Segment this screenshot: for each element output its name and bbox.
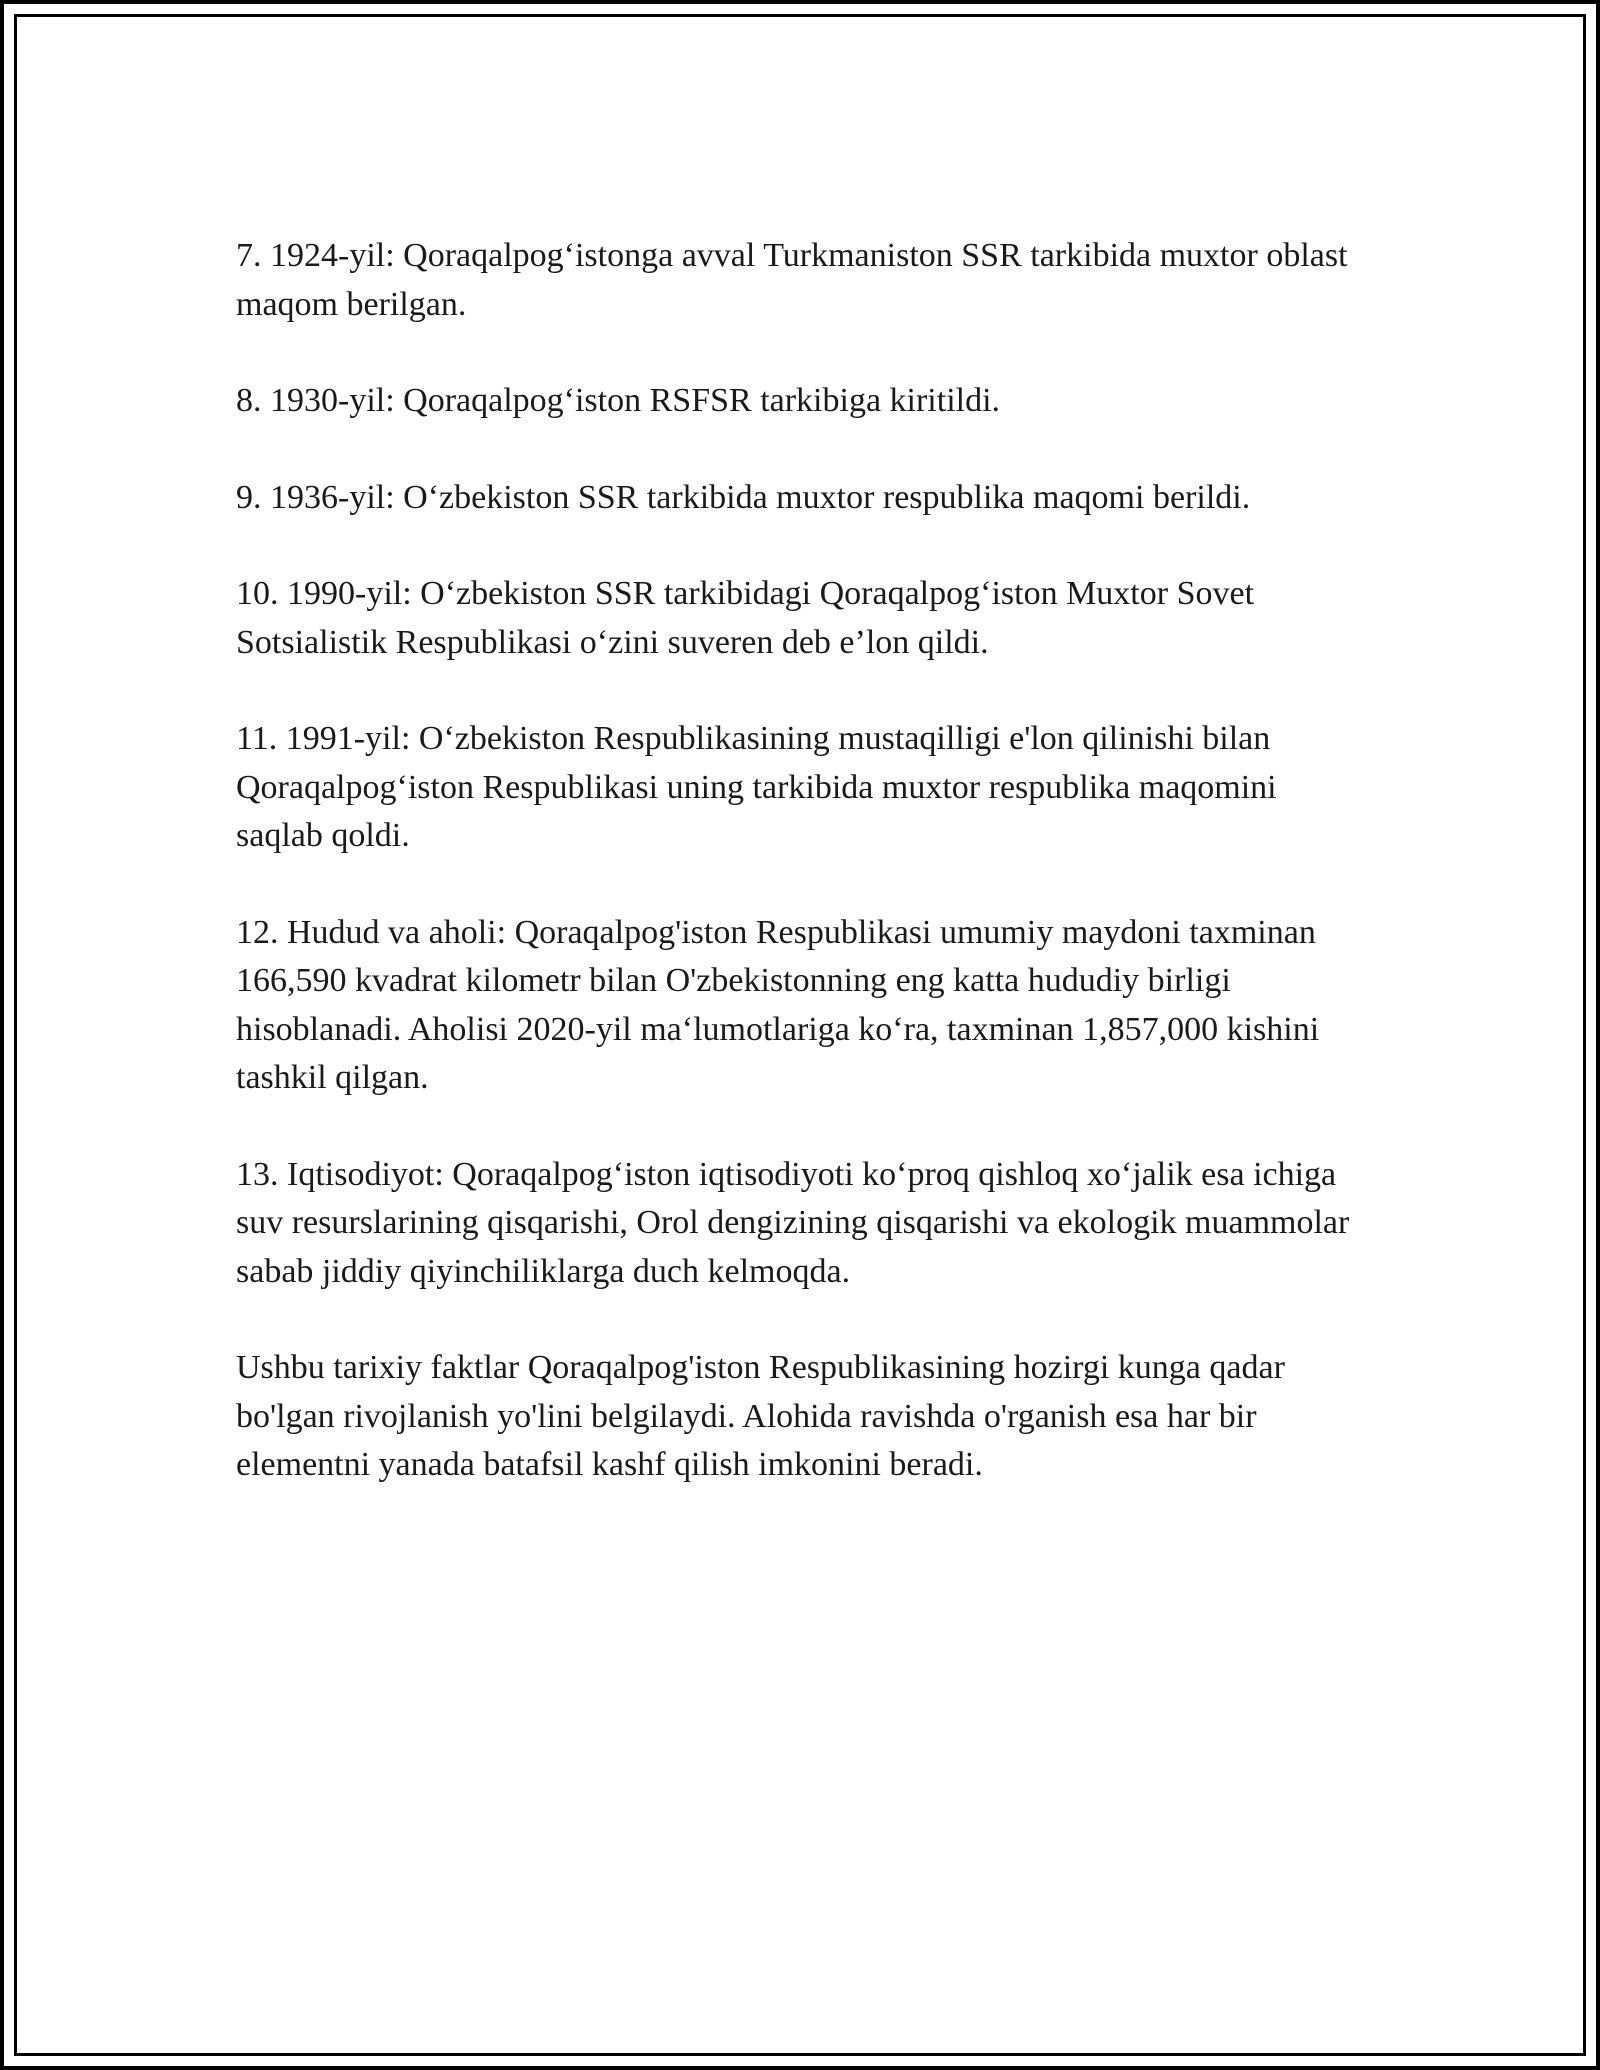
paragraph-conclusion: Ushbu tarixiy faktlar Qoraqalpog'iston Respublikasining hozirgi kunga qadar bo'lgan rivojlanish yo'lini belgilaydi. Alohida ravishda o'rganish esa har bir elementni yanada batafsil kashf qilish imkonini beradi.	[236, 1349, 1285, 1483]
paragraph-1991: 11. 1991-yil: O‘zbekiston Respublikasining mustaqilligi e'lon qilinishi bilan Qoraqalpog‘iston Respublikasi uning tarkibida muxtor respublika maqomini saqlab qoldi.	[236, 720, 1277, 854]
paragraph-economy: 13. Iqtisodiyot: Qoraqalpog‘iston iqtisodiyoti ko‘proq qishloq xo‘jalik esa ichiga suv resurslarining qisqarishi, Orol dengizining qisqarishi va ekologik muammolar sabab jiddiy qiyinchiliklarga duch kelmoqda.	[236, 1155, 1350, 1290]
paragraph-territory-population: 12. Hudud va aholi: Qoraqalpog'iston Respublikasi umumiy maydoni taxminan 166,590 kvadrat kilometr bilan O'zbekistonning eng katta hududiy birligi hisoblanadi. Aholisi 2020-yil ma‘lumotlariga ko‘ra, taxminan 1,857,000 kishini tashkil qilgan.	[236, 913, 1320, 1096]
paragraph-1990: 10. 1990-yil: O‘zbekiston SSR tarkibidagi Qoraqalpog‘iston Muxtor Sovet Sotsialistik Respublikasi o‘zini suveren deb e’lon qildi.	[236, 575, 1255, 661]
paragraph-1936: 9. 1936-yil: O‘zbekiston SSR tarkibida muxtor respublika maqomi berildi.	[236, 478, 1251, 516]
paragraph-1930: 8. 1930-yil: Qoraqalpog‘iston RSFSR tarkibiga kiritildi.	[236, 382, 1001, 419]
paragraph-1924: 7. 1924-yil: Qoraqalpog‘istonga avval Turkmaniston SSR tarkibida muxtor oblast maqom berilgan.	[236, 237, 1348, 323]
document-body	[236, 232, 1366, 1538]
